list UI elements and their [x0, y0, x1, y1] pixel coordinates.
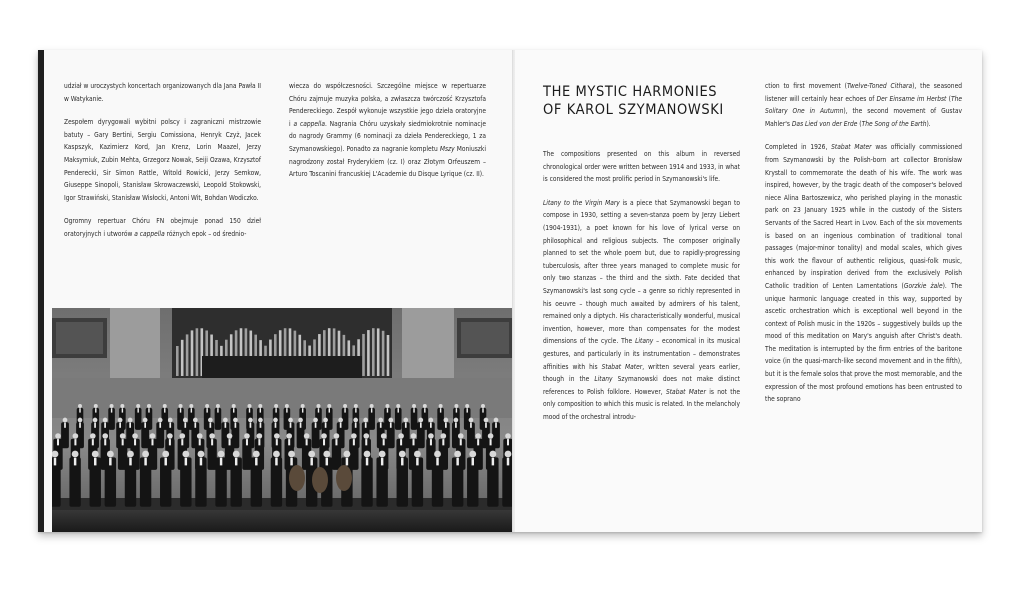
left-page: [44, 50, 513, 532]
musician-figure: [397, 451, 408, 507]
italic-title: Der Einsame im Herbst: [876, 94, 947, 103]
right-col2-paragraph: ction to first movement (Twelve-Toned Cithara), the seasoned listener will certainly hear echoes of Der Einsame im Herbst (The Solitary One in Autumn), the second movement of Gustav Mahler's Das Lied von der Erde (The Song of the Earth).: [765, 82, 962, 128]
musician-figure: [195, 451, 206, 507]
italic-title: Stabat Mater: [831, 143, 872, 152]
musician-figure: [105, 451, 116, 507]
musician-figure: [215, 451, 226, 507]
italic-title: Litany to the Virgin Mary: [543, 198, 620, 207]
cello: [289, 465, 305, 491]
musician-figure: [90, 451, 101, 507]
musician-figure: [467, 451, 478, 507]
italic-title: The Solitary One in Autumn: [765, 94, 962, 116]
musician-figure: [125, 451, 136, 507]
right-page: [515, 50, 982, 532]
left-col1-paragraph: udział w uroczystych koncertach organizowanych dla Jana Pawła II w Watykanie.: [64, 82, 261, 103]
musician-figure: [69, 451, 80, 507]
musician-figure: [52, 451, 61, 507]
orchestra-photo: [52, 308, 513, 532]
cello: [312, 467, 328, 493]
musician-figure: [140, 451, 151, 507]
musician-figure: [160, 451, 171, 507]
musician-figure: [361, 451, 372, 507]
italic-title: Mszy: [439, 144, 455, 153]
cello: [336, 465, 352, 491]
italic-title: Gorzkie żale: [903, 281, 943, 290]
article-title-line-2: OF KAROL SZYMANOWSKI: [543, 102, 724, 118]
article-title: [543, 83, 724, 119]
left-col2-paragraph: wiecza do współczesności. Szczególne miejsce w repertuarze Chóru zajmuje muzyka polska, a zwłaszcza twórczość Krzysztofa Pendereckiego. Zespół wykonuje wszystkie jego dzieła oratoryjne i a cappella. Nagrania Chóru uzyskały siedmiokrotnie nominacje do nagrody Grammy (6 nominacji za dzieła Pendereckiego, 1 za Szymanowskiego). Ponadto za nagranie kompletu Mszy Moniuszki nagrodzony został Fryderykiem (cz. I) oraz Złotym Orfeuszem – Arturo Toscanini francuskiej L'Academie du Disque Lyrique (cz. II).: [289, 82, 486, 179]
right-column-2: [765, 80, 962, 417]
italic-title: Stabat Mater: [665, 387, 706, 396]
musician-figure: [452, 451, 463, 507]
musician-figure: [271, 451, 282, 507]
musician-figure: [376, 451, 387, 507]
italic-title: Litany: [594, 375, 613, 384]
musician-figure: [487, 451, 498, 507]
right-col2-paragraph: Completed in 1926, Stabat Mater was officially commissioned from Szymanowski by the Polish-born art collector Bronisław Krystall to commemorate the death of his wife. The work was inspired, however, by the tragic death of the composer's beloved niece Alina Bartoszewicz, who perished playing in the monastic park on 23 January 1925 while in the custody of the Sisters Servants of the Sacred Heart in Lvov. Each of the six movements is based on an ingenious combination of traditional tonal passages (major-minor tonality) and modal scales, which gives this work the flavour of authentic religious, quasi-folk music, enhanced by inspiration derived from the exclusively Polish Catholic tradition of Lenten Lamentations (Gorzkie żale). The unique harmonic language created in this way, supported by ascetic orchestration which is exceptional well beyond in the context of Polish music in the 1920s – suggestively builds up the mood of this meditation on Mary's anguish after Christ's death. The meditation is interrupted by the firm entries of the baritone voice (in the quasi-march-like second movement and in the fifth), but it is the female solos that prove the most memorable, and the expression of the most profound emotions has been entrusted to the soprano: [765, 143, 962, 404]
right-col1-paragraph: The compositions presented on this album in reversed chronological order were written between 1914 and 1933, in what is considered the most prolific period in Szymanowski's life.: [543, 150, 740, 184]
article-title-line-1: THE MYSTIC HARMONIES: [543, 84, 718, 100]
musician-figure: [180, 451, 191, 507]
booklet-spine: [38, 50, 44, 532]
left-column-2: [289, 80, 486, 192]
left-col1-paragraph: Zespołem dyrygowali wybitni polscy i zagraniczni mistrzowie batuty – Gary Bertini, Sergiu Comissiona, Henryk Czyż, Jacek Kaspszyk, Kazimierz Kord, Jan Krenz, Lorin Maazel, Jerzy Maksymiuk, Zubin Mehta, Grzegorz Nowak, Seiji Ozawa, Krzysztof Penderecki, Sir Simon Rattle, Witold Rowicki, Jerzy Semkow, Giuseppe Sinopoli, Stanisław Skrowaczewski, Leopold Stokowski, Igor Strawiński, Stanisław Wisłocki, Antoni Wit, Bohdan Wodiczko.: [64, 118, 261, 202]
right-column-1: [543, 148, 740, 434]
italic-title: Stabat Mater: [601, 362, 643, 371]
left-col1-paragraph: Ogromny repertuar Chóru FN obejmuje ponad 150 dzieł oratoryjnych i utworów a cappella różnych epok – od średnio-: [64, 217, 261, 238]
italic-title: Litany: [635, 337, 654, 346]
musician-figure: [432, 451, 443, 507]
italic-title: a cappella: [293, 119, 325, 128]
italic-title: Twelve-Toned Cithara: [846, 82, 913, 90]
musician-figure: [251, 451, 262, 507]
italic-title: The Song of the Earth: [861, 119, 927, 128]
left-column-1: [64, 80, 261, 252]
italic-title: a cappella: [134, 229, 165, 238]
italic-title: Das Lied von der Erde: [791, 119, 858, 128]
musician-figure: [231, 451, 242, 507]
right-col1-paragraph: Litany to the Virgin Mary is a piece that Szymanowski began to compose in 1930, setting a seven-stanza poem by Jerzy Liebert (1904-1931), a poet known for his love of lyrical verse on philosophical and religious subjects. The composer originally planned to set the whole poem but, due to rapidly-progressing tuberculosis, after three years managed to complete music for only two stanzas – the third and the sixth. Fate decided that Szymanowski's last song cycle – a genre so richly represented in his oeuvre – though much awaited by admirers of his talent, remained only a diptych. His characteristically wonderful, musical invention, however, more than compensates for the modest dimensions of the cycle. The Litany – economical in its musical gestures, and particularly in its instrumentation – demonstrates affinities with his Stabat Mater, written several years earlier, though in the Litany Szymanowski does not make distinct references to Polish folklore. However, Stabat Mater is not the only composition to which this music is related. In the melancholy mood of the orchestral introdu-: [543, 198, 741, 421]
musician-figure: [412, 451, 423, 507]
